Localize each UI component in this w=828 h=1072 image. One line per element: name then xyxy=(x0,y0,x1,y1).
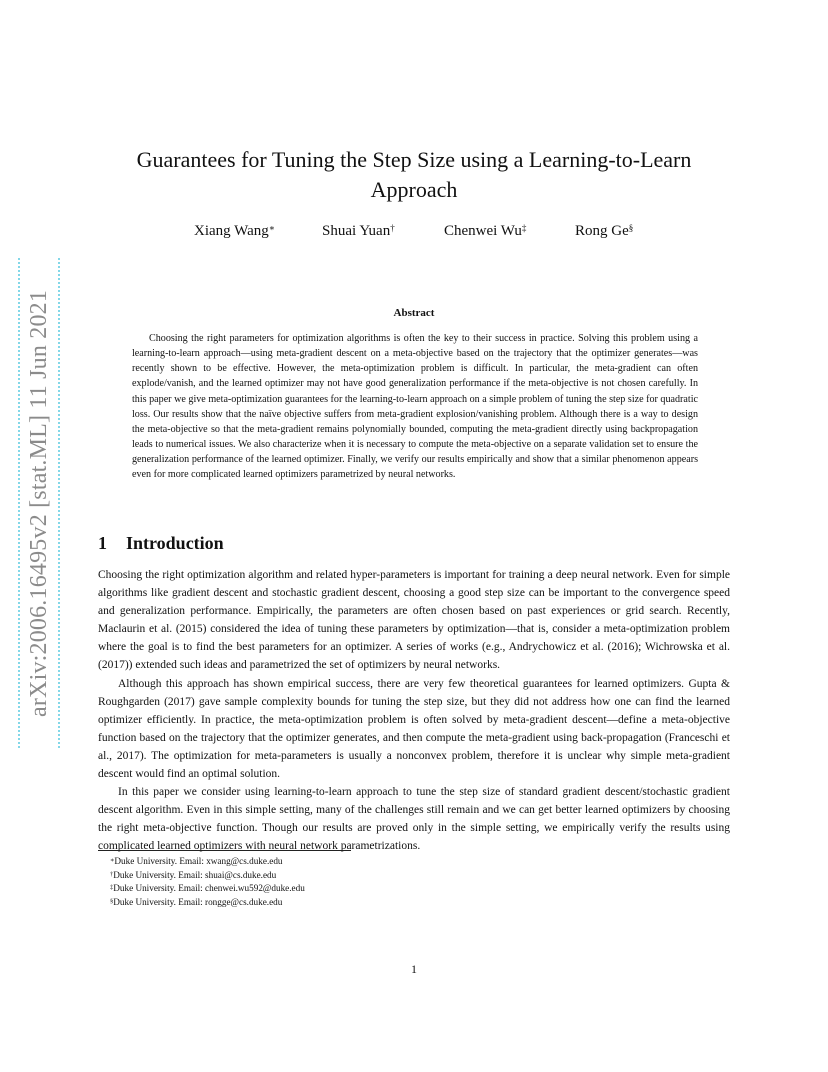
author-name: Xiang Wang xyxy=(194,223,269,239)
footnote-text: Duke University. Email: chenwei.wu592@duke.edu xyxy=(113,883,305,893)
author-mark: ∗ xyxy=(268,223,275,233)
footnote xyxy=(110,855,610,869)
abstract-heading: Abstract xyxy=(393,307,435,319)
footnote xyxy=(110,869,610,883)
paragraph: In this paper we consider using learning-to-learn approach to tune the step size of standard gradient descent/stochastic gradient descent algorithm. Even in this simple setting, many of the challenges still remain and we can get better learned optimizers by choosing the right meta-objective function. Though our results are proved only in the simple setting, we empirically verify the results using complicated learned optimizers with neural network parametrizations. xyxy=(98,786,730,853)
section-number: 1 xyxy=(98,533,107,553)
author-1 xyxy=(194,220,275,242)
author-name: Rong Ge xyxy=(575,223,629,239)
introduction-body xyxy=(98,566,730,856)
footnote xyxy=(110,882,610,896)
footnote-divider xyxy=(98,850,351,851)
footnote-text: Duke University. Email: rongge@cs.duke.edu xyxy=(113,896,283,907)
footnote-mark: † xyxy=(110,870,114,878)
author-mark: § xyxy=(628,223,634,233)
author-4 xyxy=(575,220,633,242)
footnotes xyxy=(110,855,610,909)
section-title: Introduction xyxy=(126,533,224,553)
abstract-text: Choosing the right parameters for optimization algorithms is often the key to their success in practice. Solving this problem using a learning-to-learn approach—using meta-gradient descent on a meta-objective based on the trajectory that the optimizer generates—was recently shown to be effective. However, the meta-optimization problem is difficult. In particular, the meta-gradient can often explode/vanish, and the learned optimizer may not have good generalization performance if the meta-objective is not chosen carefully. In this paper we give meta-optimization guarantees for the learning-to-learn approach on a simple problem of tuning the step size for quadratic loss. Our results show that the naïve objective suffers from meta-gradient explosion/vanishing problem. Although there is a way to design the meta-objective so that the meta-gradient remains polynomially bounded, computing the meta-gradient directly using backpropagation leads to numerical issues. We also characterize when it is necessary to compute the meta-objective on a separate validation set to ensure the generalization performance of the learned optimizer. Finally, we verify our results empirically and show that a similar phenomenon appears even for more complicated learned optimizers parametrized by neural networks. xyxy=(132,333,698,481)
paper-title: Guarantees for Tuning the Step Size using a Learning-to-Learn Approach xyxy=(136,147,692,202)
author-2 xyxy=(322,220,395,242)
paragraph: Choosing the right optimization algorithm and related hyper-parameters is important for training a deep neural network. Even for simple algorithms like gradient descent and stochastic gradient descent, choosing a good step size can be important to the convergence speed and generalization performance. Empirically, the parameters are often chosen based on past experiences or grid search. Recently, Maclaurin et al. (2015) considered the idea of tuning these parameters by optimization—that is, consider a meta-optimization problem where the goal is to find the best parameters for an optimizer. A series of works (e.g., Andrychowicz et al. (2016); Wichrowska et al. (2017)) extended such ideas and parametrized the set of optimizers by neural networks. xyxy=(98,569,730,672)
author-list xyxy=(98,220,730,244)
author-name: Shuai Yuan xyxy=(322,223,391,239)
author-mark: ‡ xyxy=(521,223,527,233)
section-heading xyxy=(98,532,224,554)
footnote-mark: § xyxy=(110,897,114,905)
author-name: Chenwei Wu xyxy=(444,223,522,239)
footnote-text: Duke University. Email: xwang@cs.duke.edu xyxy=(114,856,283,866)
author-mark: † xyxy=(390,223,395,233)
paragraph: Although this approach has shown empirical success, there are very few theoretical guarantees for learned optimizers. Gupta & Roughgarden (2017) gave sample complexity bounds for tuning the step size, but they did not address how one can find the learned optimizer efficiently. In practice, the meta-optimization problem is often solved by meta-gradient descent—define a meta-objective function based on the trajectory that the optimizer generates, and then compute the meta-gradient using back-propagation (Franceschi et al., 2017). The optimization for meta-parameters is usually a nonconvex problem, therefore it is unclear why simple meta-gradient descent would find an optimal solution. xyxy=(98,677,730,781)
footnote xyxy=(110,896,610,910)
page-number: 1 xyxy=(411,962,417,976)
footnote-mark: ‡ xyxy=(110,884,114,891)
author-3 xyxy=(444,220,526,242)
footnote-text: Duke University. Email: shuai@cs.duke.edu xyxy=(113,869,277,880)
arxiv-side-stamp: arXiv:2006.16495v2 [stat.ML] 11 Jun 2021 xyxy=(18,258,60,748)
footnote-mark: ∗ xyxy=(110,857,115,864)
